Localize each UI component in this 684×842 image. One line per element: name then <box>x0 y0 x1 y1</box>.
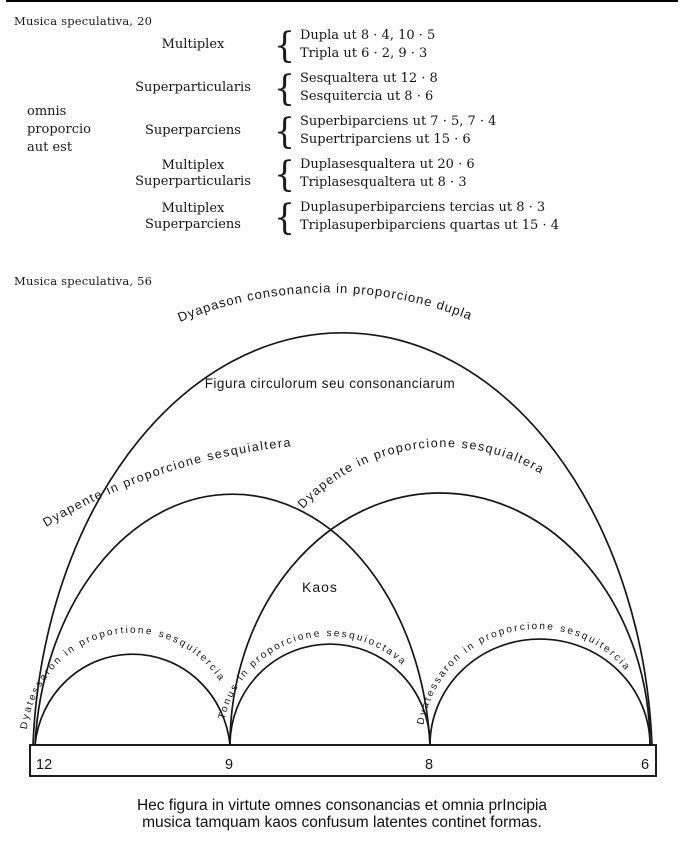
brace-glyph: { <box>274 108 295 152</box>
brace-glyph: { <box>274 194 295 238</box>
source-citation-bottom: Musica speculativa, 56 <box>14 274 153 288</box>
entry-line: Sesqualtera ut 12 · 8 <box>300 71 438 86</box>
figure-inner-title: Figura circulorum seu consonanciarum <box>204 376 456 391</box>
root-line: aut est <box>27 140 73 155</box>
entry-line: Dupla ut 8 · 4, 10 · 5 <box>300 28 436 43</box>
entry-line: Duplasuperbiparciens tercias ut 8 · 3 <box>300 200 546 215</box>
dyatessaron-left-arc <box>35 654 230 745</box>
number-9: 9 <box>225 757 234 773</box>
entry-line: Tripla ut 6 · 2, 9 · 3 <box>300 45 428 61</box>
category-line: Multiplex <box>161 157 225 173</box>
entry-line: Triplasuperbiparciens quartas ut 15 · 4 <box>300 217 559 233</box>
number-8: 8 <box>425 757 434 773</box>
entry-line: Duplasesqualtera ut 20 · 6 <box>300 157 475 172</box>
number-baseline-box <box>30 745 656 776</box>
caption-line: musica tamquam kaos confusum latentes continet formas. <box>142 814 542 831</box>
category-line: Superparticularis <box>135 79 251 95</box>
category-line: Multiplex <box>161 36 225 52</box>
dyapente-right-arc-label <box>295 436 547 511</box>
category-line: Superparticularis <box>135 173 251 189</box>
number-12: 12 <box>36 757 53 773</box>
dyatessaron-right-arc-label <box>415 621 632 726</box>
category-line: Superparciens <box>145 216 241 232</box>
tonus-arc-label <box>217 628 409 720</box>
entry-line: Sesquitercia ut 8 · 6 <box>300 88 434 104</box>
dyapente-right-arc <box>230 493 650 745</box>
brace-glyph: { <box>274 151 295 195</box>
root-line: omnis <box>27 104 67 119</box>
category-line: Multiplex <box>161 200 225 216</box>
entry-line: Superbiparciens ut 7 · 5, 7 · 4 <box>300 114 497 129</box>
dyapente-left-arc-label <box>40 435 292 529</box>
brace-glyph: { <box>274 65 295 109</box>
kaos-label: Kaos <box>302 579 338 595</box>
dyapente-left-arc-label-text: Dyapente in proporcione sesquialtera <box>40 435 293 530</box>
dyatessaron-right-arc-label-text: Dyatessaron in proporcione sesquitercia <box>415 621 633 726</box>
source-citation-top: Musica speculativa, 20 <box>14 14 153 28</box>
brace-glyph: { <box>274 22 295 66</box>
dyatessaron-left-arc-label-text: Dyatessaron in proportione sesquitercia <box>18 624 228 730</box>
tonus-arc-label-text: Tonus in proporcione sesquioctava <box>216 628 409 721</box>
dyapente-right-arc-label-text: Dyapente in proporcione sesquialtera <box>294 436 548 512</box>
root-line: proporcio <box>27 122 91 137</box>
entry-line: Supertriparciens ut 15 · 6 <box>300 131 471 147</box>
number-6: 6 <box>641 757 650 773</box>
dyapason-arc-label-text: Dyapason consonancia in proporcione dupla <box>175 280 475 325</box>
caption-line: Hec figura in virtute omnes consonancias et omnia prIncipia <box>136 797 548 814</box>
entry-line: Triplasesqualtera ut 8 · 3 <box>300 174 467 190</box>
figure-caption <box>0 797 684 831</box>
category-line: Superparciens <box>145 122 241 138</box>
dyapason-arc-label <box>176 281 475 325</box>
